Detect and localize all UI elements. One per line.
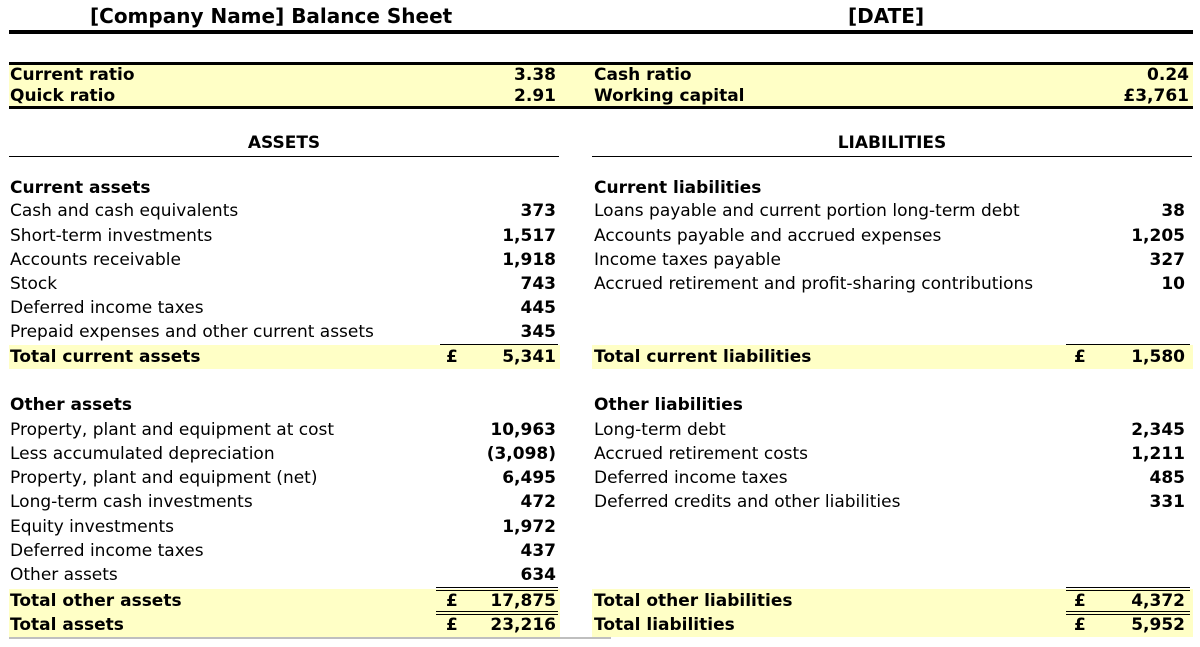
item-label: Accrued retirement and profit-sharing contributions xyxy=(594,274,1034,294)
item-value: 1,972 xyxy=(502,517,556,537)
item-value: 327 xyxy=(1149,250,1185,270)
cash-ratio-label: Cash ratio xyxy=(594,65,692,85)
total-value: 5,341 xyxy=(502,347,556,367)
total-current-assets-row xyxy=(10,345,556,369)
item-label: Loans payable and current portion long-term debt xyxy=(594,201,1020,221)
current-liabilities-heading: Current liabilities xyxy=(594,178,762,198)
item-value: 1,918 xyxy=(502,250,556,270)
list-item xyxy=(10,515,556,539)
item-label: Less accumulated depreciation xyxy=(10,444,275,464)
list-item xyxy=(594,272,1185,296)
assets-heading-rule xyxy=(9,156,559,157)
other-liabilities-heading: Other liabilities xyxy=(594,395,743,415)
item-label: Property, plant and equipment (net) xyxy=(10,468,318,488)
working-capital-value: £3,761 xyxy=(1123,86,1189,106)
item-value: 472 xyxy=(520,492,556,512)
current-ratio-value: 3.38 xyxy=(514,65,556,85)
currency-symbol: £ xyxy=(446,347,458,367)
item-label: Stock xyxy=(10,274,58,294)
item-label: Deferred income taxes xyxy=(594,468,788,488)
total-label: Total current liabilities xyxy=(594,347,812,367)
item-label: Equity investments xyxy=(10,517,175,537)
item-value: 38 xyxy=(1161,201,1185,221)
total-value: 1,580 xyxy=(1131,347,1185,367)
item-value: 331 xyxy=(1149,492,1185,512)
item-value: 1,211 xyxy=(1131,444,1185,464)
item-label: Accounts payable and accrued expenses xyxy=(594,226,942,246)
list-item xyxy=(594,490,1185,514)
currency-symbol: £ xyxy=(446,591,458,611)
list-item xyxy=(10,296,556,320)
assets-heading: ASSETS xyxy=(247,133,321,153)
list-item xyxy=(594,224,1185,248)
current-ratio-label: Current ratio xyxy=(10,65,135,85)
ratio-bottom-rule xyxy=(9,106,1193,109)
item-label: Prepaid expenses and other current assets xyxy=(10,322,374,342)
total-other-assets-row xyxy=(10,589,556,613)
currency-symbol: £ xyxy=(446,615,458,635)
footer-rule xyxy=(9,637,611,639)
other-assets-heading: Other assets xyxy=(10,395,132,415)
item-label: Deferred credits and other liabilities xyxy=(594,492,901,512)
quick-ratio-label: Quick ratio xyxy=(10,86,116,106)
total-label: Total other liabilities xyxy=(594,591,793,611)
list-item xyxy=(10,466,556,490)
item-label: Accounts receivable xyxy=(10,250,181,270)
item-value: 445 xyxy=(520,298,556,318)
list-item xyxy=(594,466,1185,490)
item-label: Deferred income taxes xyxy=(10,298,204,318)
list-item xyxy=(10,418,556,442)
item-value: 345 xyxy=(520,322,556,342)
total-current-liabilities-row xyxy=(594,345,1185,369)
list-item xyxy=(594,418,1185,442)
list-item xyxy=(10,224,556,248)
cash-ratio-value: 0.24 xyxy=(1147,65,1189,85)
total-label: Total current assets xyxy=(10,347,201,367)
item-label: Property, plant and equipment at cost xyxy=(10,420,335,440)
grand-total-value: 23,216 xyxy=(490,615,556,635)
list-item xyxy=(10,442,556,466)
item-value: 1,205 xyxy=(1131,226,1185,246)
item-label: Income taxes payable xyxy=(594,250,781,270)
liabilities-heading: LIABILITIES xyxy=(837,133,947,153)
item-label: Long-term debt xyxy=(594,420,726,440)
list-item xyxy=(10,490,556,514)
grand-total-label: Total assets xyxy=(10,615,124,635)
list-item xyxy=(10,539,556,563)
total-other-liabilities-row xyxy=(594,589,1185,613)
item-label: Short-term investments xyxy=(10,226,213,246)
item-label: Cash and cash equivalents xyxy=(10,201,239,221)
list-item xyxy=(594,199,1185,223)
item-value: (3,098) xyxy=(486,444,556,464)
total-value: 4,372 xyxy=(1131,591,1185,611)
item-value: 485 xyxy=(1149,468,1185,488)
page-title: [Company Name] Balance Sheet xyxy=(90,4,453,28)
list-item xyxy=(594,248,1185,272)
list-item xyxy=(594,442,1185,466)
item-value: 1,517 xyxy=(502,226,556,246)
item-value: 2,345 xyxy=(1131,420,1185,440)
item-label: Deferred income taxes xyxy=(10,541,204,561)
list-item xyxy=(10,272,556,296)
item-value: 743 xyxy=(520,274,556,294)
grand-total-value: 5,952 xyxy=(1131,615,1185,635)
item-value: 6,495 xyxy=(502,468,556,488)
total-assets-row xyxy=(10,613,556,637)
header-rule xyxy=(9,30,1193,34)
list-item xyxy=(10,248,556,272)
date-placeholder: [DATE] xyxy=(848,4,925,28)
item-label: Long-term cash investments xyxy=(10,492,253,512)
total-liabilities-row xyxy=(594,613,1185,637)
grand-total-label: Total liabilities xyxy=(594,615,735,635)
list-item xyxy=(10,199,556,223)
liabilities-heading-rule xyxy=(592,156,1192,157)
current-assets-heading: Current assets xyxy=(10,178,151,198)
item-value: 10 xyxy=(1161,274,1185,294)
item-label: Other assets xyxy=(10,565,118,585)
total-value: 17,875 xyxy=(490,591,556,611)
item-label: Accrued retirement costs xyxy=(594,444,808,464)
item-value: 10,963 xyxy=(490,420,556,440)
list-item xyxy=(10,563,556,587)
item-value: 437 xyxy=(520,541,556,561)
item-value: 373 xyxy=(520,201,556,221)
total-label: Total other assets xyxy=(10,591,182,611)
currency-symbol: £ xyxy=(1074,347,1086,367)
currency-symbol: £ xyxy=(1074,615,1086,635)
item-value: 634 xyxy=(520,565,556,585)
currency-symbol: £ xyxy=(1074,591,1086,611)
list-item xyxy=(10,320,556,344)
quick-ratio-value: 2.91 xyxy=(514,86,556,106)
working-capital-label: Working capital xyxy=(594,86,745,106)
